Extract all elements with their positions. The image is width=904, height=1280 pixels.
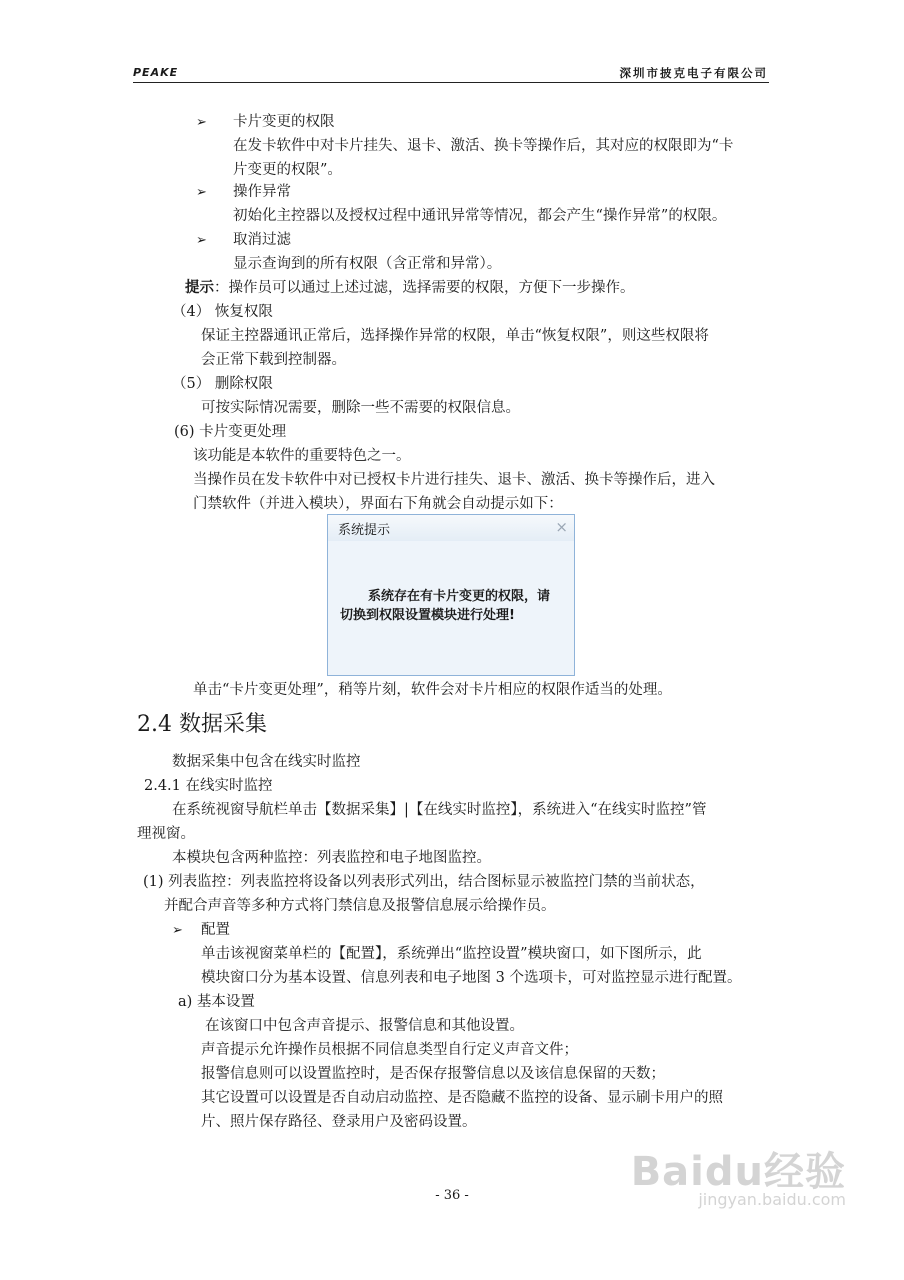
section-heading: （4） 恢复权限 (172, 304, 273, 320)
paragraph-line: 可按实际情况需要，删除一些不需要的权限信息。 (201, 400, 520, 416)
paragraph-line: 显示查询到的所有权限（含正常和异常）。 (233, 256, 502, 272)
paragraph-line: 在系统视窗导航栏单击【数据采集】|【在线实时监控】，系统进入“在线实时监控”管 (172, 802, 707, 818)
paragraph-line: 并配合声音等多种方式将门禁信息及报警信息展示给操作员。 (164, 898, 556, 914)
paragraph-line: 数据采集中包含在线实时监控 (172, 754, 361, 770)
paragraph-line: 其它设置可以设置是否自动启动监控、是否隐藏不监控的设备、显示刷卡用户的照 (201, 1090, 723, 1106)
paragraph-line: 在该窗口中包含声音提示、报警信息和其他设置。 (205, 1018, 524, 1034)
paragraph-line: 模块窗口分为基本设置、信息列表和电子地图 3 个选项卡，可对监控显示进行配置。 (201, 970, 742, 986)
bullet-arrow-icon: ➢ (196, 115, 207, 130)
paragraph-line: 当操作员在发卡软件中对已授权卡片进行挂失、退卡、激活、换卡等操作后，进入 (193, 472, 715, 488)
header-brand: PEAKE (133, 66, 179, 79)
paragraph-line: (1) 列表监控：列表监控将设备以列表形式列出，结合图标显示被监控门禁的当前状态， (143, 874, 705, 890)
bullet-arrow-icon: ➢ (172, 923, 183, 938)
baidu-watermark (630, 1140, 846, 1209)
subsection-heading: a) 基本设置 (178, 994, 255, 1010)
system-prompt-dialog (327, 514, 575, 676)
dialog-titlebar (328, 515, 574, 542)
dialog-message-line: 切换到权限设置模块进行处理! (340, 608, 515, 623)
paragraph-line: 单击该视窗菜单栏的【配置】，系统弹出“监控设置”模块窗口，如下图所示，此 (201, 946, 702, 962)
bullet-arrow-icon: ➢ (196, 233, 207, 248)
paragraph-line: 单击“卡片变更处理”，稍等片刻，软件会对卡片相应的权限作适当的处理。 (193, 682, 672, 698)
header-company: 深圳市披克电子有限公司 (619, 66, 768, 80)
watermark-url: jingyan.baidu.com (698, 1190, 846, 1209)
paragraph-line: 理视窗。 (137, 826, 195, 842)
paragraph-line: 初始化主控器以及授权过程中通讯异常等情况，都会产生“操作异常”的权限。 (233, 208, 727, 224)
dialog-title: 系统提示 (338, 523, 391, 538)
tip-line (185, 278, 635, 298)
watermark-logo: Baidu经验 (630, 1149, 846, 1195)
bullet-title: 卡片变更的权限 (233, 114, 335, 130)
page-number: - 36 - (435, 1188, 469, 1203)
section-heading: (6) 卡片变更处理 (174, 424, 287, 440)
paragraph-line: 该功能是本软件的重要特色之一。 (193, 448, 411, 464)
bullet-title: 取消过滤 (233, 232, 291, 248)
paragraph-line: 报警信息则可以设置监控时，是否保存报警信息以及该信息保留的天数； (201, 1066, 665, 1082)
dialog-message-line: 系统存在有卡片变更的权限，请 (368, 589, 551, 604)
section-heading: （5） 删除权限 (172, 376, 273, 392)
paragraph-line: 片变更的权限”。 (233, 162, 342, 178)
paragraph-line: 保证主控器通讯正常后，选择操作异常的权限，单击“恢复权限”，则这些权限将 (201, 328, 709, 344)
bullet-title: 操作异常 (233, 184, 291, 200)
close-icon[interactable]: × (555, 518, 568, 536)
paragraph-line: 本模块包含两种监控：列表监控和电子地图监控。 (172, 850, 491, 866)
paragraph-line: 片、照片保存路径、登录用户及密码设置。 (201, 1114, 477, 1130)
section-heading-2-4-1: 2.4.1 在线实时监控 (144, 778, 273, 794)
bullet-arrow-icon: ➢ (196, 185, 207, 200)
paragraph-line: 在发卡软件中对卡片挂失、退卡、激活、换卡等操作后，其对应的权限即为“卡 (233, 138, 734, 154)
tip-text: ：操作员可以通过上述过滤，选择需要的权限，方便下一步操作。 (214, 280, 635, 296)
header-rule (133, 82, 769, 83)
paragraph-line: 声音提示允许操作员根据不同信息类型自行定义声音文件； (201, 1042, 578, 1058)
paragraph-line: 门禁软件（并进入模块），界面右下角就会自动提示如下： (193, 496, 563, 512)
bullet-title: 配置 (201, 922, 230, 938)
tip-label: 提示 (185, 279, 214, 296)
paragraph-line: 会正常下载到控制器。 (201, 352, 346, 368)
section-heading-2-4: 2.4 数据采集 (137, 712, 267, 737)
